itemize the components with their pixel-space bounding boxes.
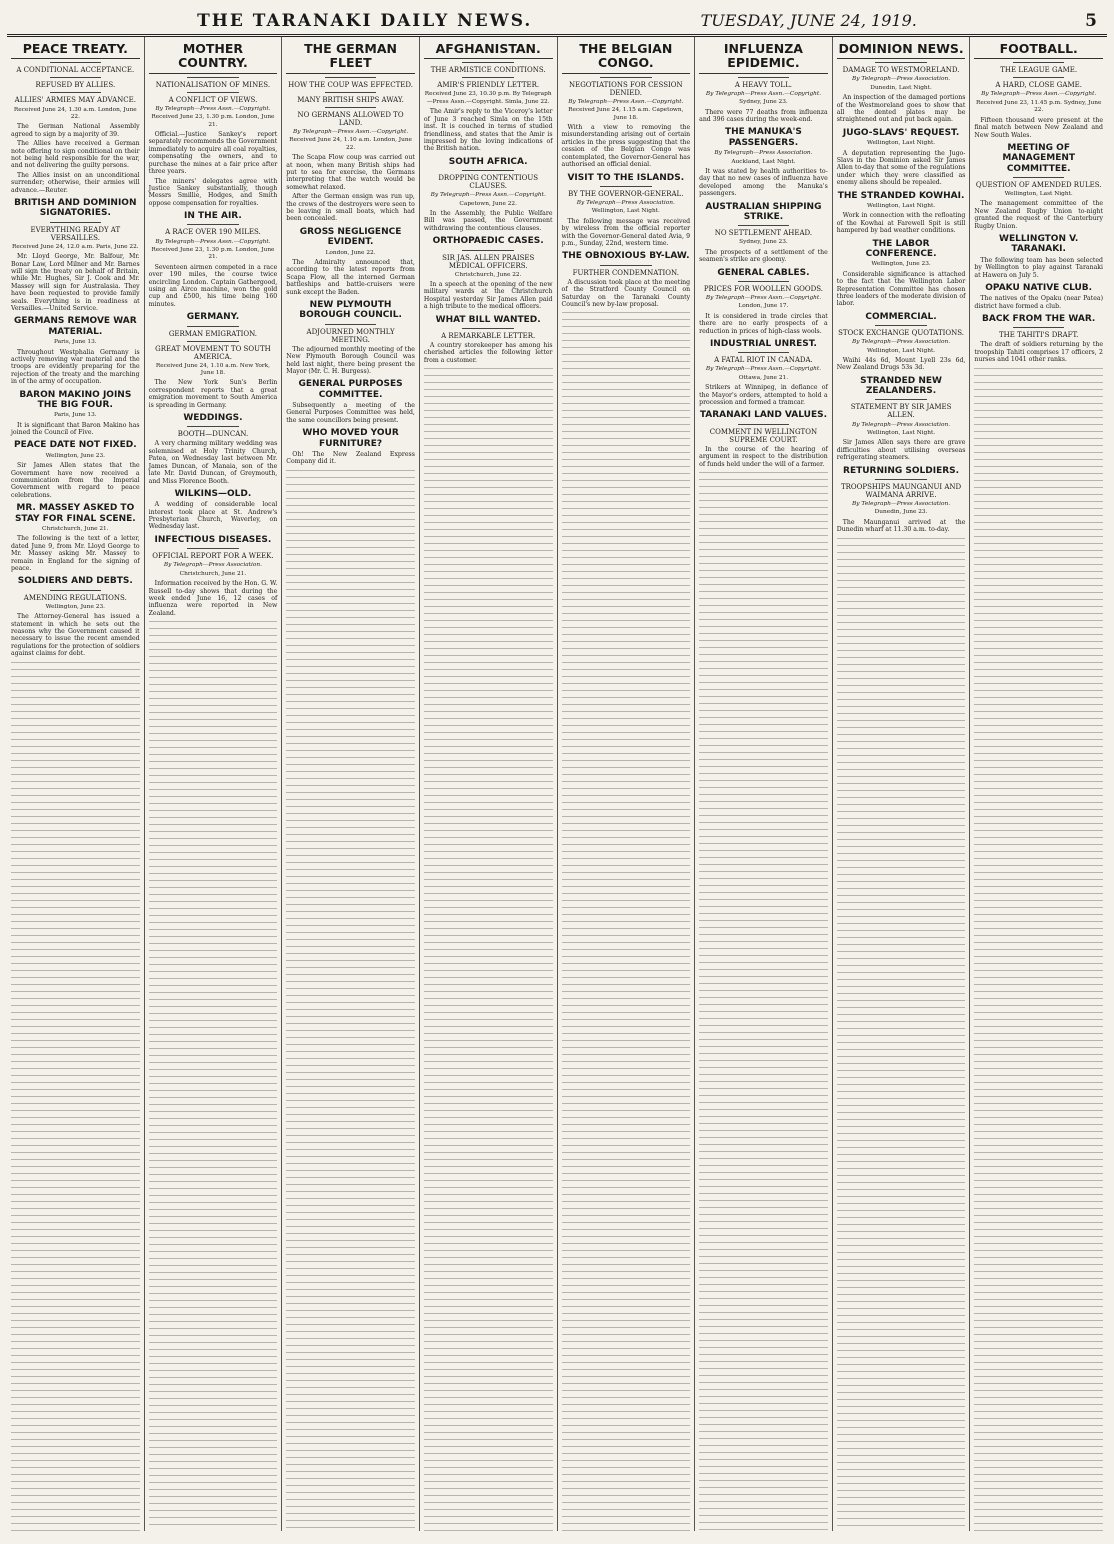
article-paragraph: A deputation representing the Jugo-Slavs in the Dominion asked Sir James Allen to-day that some of the regulations under which they were classified as enemy aliens should be repealed. <box>836 149 966 187</box>
article-dateline: Received June 24, 1.10 a.m. London, June 22. <box>289 137 412 151</box>
article-dateline: Christchurch, June 21. <box>179 570 247 577</box>
article-paragraph: Throughout Westphalia Germany is actively removing war material and the troops are evidently preparing for the rejection of the treaty and the marching in of the army of occupation. <box>11 348 140 386</box>
article-dateline: Received June 23, 1.30 p.m. London, June 21. <box>151 114 275 128</box>
article-dateline: Wellington, June 23. <box>871 261 931 268</box>
article-subheading: AMIR'S FRIENDLY LETTER. <box>437 81 540 90</box>
body-text-lines <box>424 368 553 1531</box>
article-subheading: A HEAVY TOLL. <box>734 80 792 89</box>
article <box>837 466 966 534</box>
article-subheading: BY THE GOVERNOR-GENERAL. <box>568 189 684 198</box>
article-headline: ORTHOPAEDIC CASES. <box>432 236 544 247</box>
newspaper-column <box>558 37 696 1531</box>
divider <box>187 548 238 549</box>
article-subheading: STOCK EXCHANGE QUOTATIONS. <box>838 329 965 338</box>
article-paragraph: The adjourned monthly meeting of the New Plymouth Borough Council was held last night, there being present the Mayor (Mr. C. H. Burgess). <box>286 345 415 375</box>
divider <box>462 170 513 171</box>
article-paragraph: Work in connection with the refloating of the Kowhai at Farewell Spit is still hampered by bad weather conditions. <box>836 212 966 235</box>
article-paragraph: It was stated by health authorities to-day that no new cases of influenza have developed among the Manuka's passengers. <box>699 167 828 198</box>
divider <box>325 77 376 78</box>
article-paragraph: Oh! The New Zealand Express Company did it. <box>286 450 415 466</box>
newspaper-column <box>970 37 1107 1531</box>
article-headline: SOLDIERS AND DEBTS. <box>17 576 133 587</box>
article <box>699 42 828 123</box>
divider <box>187 224 238 225</box>
article-dateline: Received June 24, 1.15 a.m. Capetown, June 18. <box>568 107 684 121</box>
article-dateline: Wellington, Last Night. <box>591 208 660 215</box>
article-subheading: COMMENT IN WELLINGTON SUPREME COURT. <box>709 427 818 444</box>
divider <box>875 62 926 63</box>
article-headline: GENERAL PURPOSES COMMITTEE. <box>298 379 403 400</box>
article-dateline: Received June 23, 10.30 p.m. By Telegraph—Press Assn.—Copyright. Simla, June 22. <box>424 91 552 105</box>
article-dateline: Christchurch, June 22. <box>454 271 522 278</box>
article-subheading: NEGOTIATIONS FOR CESSION DENIED. <box>568 80 683 97</box>
article-headline: RETURNING SOLDIERS. <box>843 465 960 476</box>
article-paragraph: An inspection of the damaged portions of the Westmoreland goes to show that all the dented plates may be straightened out and put back again. <box>836 94 966 124</box>
article-subheading: PRICES FOR WOOLLEN GOODS. <box>703 284 824 293</box>
article <box>11 198 140 312</box>
article-headline: WHAT BILL WANTED. <box>435 314 541 325</box>
article-dateline: Christchurch, June 21. <box>42 525 109 532</box>
divider <box>1013 177 1064 178</box>
article <box>699 339 828 406</box>
article-headline: VISIT TO THE ISLANDS. <box>567 172 685 183</box>
article-paragraph: The following message was received by wireless from the official reporter with the Governor-General dated Avia, 9 p.m., Sunday, 22nd, western time. <box>561 217 691 247</box>
article-subheading: FURTHER CONDEMNATION. <box>572 268 679 277</box>
article-headline: DOMINION NEWS. <box>837 42 966 59</box>
body-text-lines <box>149 621 278 1531</box>
article-headline: GERMANS REMOVE WAR MATERIAL. <box>13 316 137 337</box>
issue-date: TUESDAY, JUNE 24, 1919. <box>700 11 917 30</box>
article-subheading: NO GERMANS ALLOWED TO LAND. <box>297 110 404 127</box>
article-paragraph: The draft of soldiers returning by the troopship Tahiti comprises 17 officers, 2 nurses and 1041 other ranks. <box>974 341 1103 364</box>
article-headline: INFLUENZA EPIDEMIC. <box>699 42 828 74</box>
article-headline: BACK FROM THE WAR. <box>982 314 1096 325</box>
article-byline: By Telegraph—Press Assn.—Copyright. <box>430 192 546 199</box>
article-subheading: BOOTH—DUNCAN. <box>177 430 249 439</box>
article-paragraph: The Admiralty announced that, according to the latest reports from Scapa Flow, all the interned German battleships and battle-cruisers were sunk except the Baden. <box>286 258 415 296</box>
article <box>562 42 691 169</box>
article-subheading: THE ARMISTICE CONDITIONS. <box>430 66 546 75</box>
divider <box>1013 77 1064 78</box>
article-byline: By Telegraph—Press Association. <box>852 501 951 507</box>
article-dateline: Wellington, Last Night. <box>1004 190 1073 197</box>
divider <box>187 92 238 93</box>
article-byline: By Telegraph—Press Association. <box>852 421 951 428</box>
article-paragraph: The Allies insist on an unconditional surrender; otherwise, their armies will advance.—Reuter. <box>11 171 140 194</box>
divider <box>738 424 789 425</box>
article-dateline: Wellington, June 23. <box>45 452 106 459</box>
article-paragraph: A discussion took place at the meeting of the Stratford County Council on Saturday on the Taranaki County Council's new by-law proposal. <box>561 278 691 308</box>
columns <box>7 37 1107 1531</box>
article-dateline: Received June 24, 12.0 a.m. Paris, June 22. <box>12 243 139 250</box>
article-dateline: Received June 23, 1.30 p.m. London, June 21. <box>151 246 275 261</box>
article-paragraph: A wedding of considerable local interest took place at St. Andrew's Presbyterian Church, Waverley, on Wednesday last. <box>148 501 278 531</box>
article-paragraph: Seventeen airmen competed in a race over 190 miles, the course twice encircling London. Captain Gathergood, using an Airco machine, won the gold cup and £500, his time being 160 minutes. <box>148 263 278 308</box>
article-paragraph: The miners' delegates agree with Justice Sankey substantially, though Messrs Smillie, Hodges, and Smith oppose compensation for royalties. <box>148 177 278 207</box>
newspaper-column <box>7 37 145 1531</box>
article <box>149 42 278 207</box>
article-dateline: Auckland, Last Night. <box>731 158 796 165</box>
article <box>974 314 1103 364</box>
divider <box>738 77 789 78</box>
article-headline: TARANAKI LAND VALUES. <box>699 410 828 421</box>
article-dateline: Sydney, June 23. <box>739 239 788 246</box>
divider <box>187 426 238 427</box>
article-headline: THE MANUKA'S PASSENGERS. <box>724 127 802 148</box>
article-dateline: Wellington, Last Night. <box>866 202 936 209</box>
divider <box>50 62 101 63</box>
article-dateline: Paris, June 13. <box>53 339 97 346</box>
article <box>149 413 278 485</box>
article-subheading: QUESTION OF AMENDED RULES. <box>975 180 1102 189</box>
article-headline: OPAKU NATIVE CLUB. <box>985 282 1093 293</box>
article-byline: By Telegraph—Press Association. <box>576 199 675 206</box>
article-subheading: DAMAGE TO WESTMORELAND. <box>842 66 960 75</box>
article-subheading: THE LEAGUE GAME. <box>1000 66 1078 75</box>
article <box>149 312 278 409</box>
article <box>974 143 1103 230</box>
article <box>286 428 415 466</box>
article-paragraph: The Maunganui arrived at the Dunedin wharf at 11.30 a.m. to-day. <box>836 518 966 534</box>
article-paragraph: The German National Assembly agreed to sign by a majority of 39. <box>11 123 140 138</box>
article <box>974 234 1103 279</box>
article-subheading: A REMARKABLE LETTER. <box>441 332 536 340</box>
article-paragraph: Waihi 44s 6d, Mount Lyell 23s 6d, New Zealand Drugs 53s 3d. <box>836 356 966 372</box>
article <box>562 173 691 248</box>
article-dateline: Wellington, Last Night. <box>866 140 936 147</box>
article <box>149 489 278 531</box>
article <box>424 315 553 365</box>
article-paragraph: The Allies have received a German note offering to sign conditional on their not being held responsible for the war, and not delivering the guilty persons. <box>11 140 140 170</box>
article-dateline: Dunedin, Last Night. <box>870 84 932 91</box>
article-dateline: Sydney, June 23. <box>739 99 788 106</box>
article <box>837 128 966 187</box>
masthead <box>7 7 1107 37</box>
article-headline: MR. MASSEY ASKED TO STAY FOR FINAL SCENE. <box>14 503 136 524</box>
article-dateline: Received June 23, 11.45 p.m. Sydney, June 22. <box>975 99 1102 114</box>
article <box>11 316 140 385</box>
divider <box>187 77 238 78</box>
article-subheading: MANY BRITISH SHIPS AWAY. <box>297 95 404 104</box>
article-headline: BRITISH AND DOMINION SIGNATORIES. <box>14 197 137 219</box>
article-headline: THE BELGIAN CONGO. <box>562 42 691 74</box>
article-subheading: STATEMENT BY SIR JAMES ALLEN. <box>850 403 952 420</box>
article <box>837 42 966 124</box>
divider <box>187 326 238 327</box>
divider <box>875 325 926 326</box>
article <box>11 576 140 657</box>
article-headline: MEETING OF MANAGEMENT COMMITTEE. <box>1002 142 1076 174</box>
body-text-lines <box>286 470 415 1531</box>
article-paragraph: It is significant that Baron Makino has joined the Council of Five. <box>11 421 140 437</box>
article <box>699 202 828 264</box>
article-subheading: GREAT MOVEMENT TO SOUTH AMERICA. <box>155 344 271 361</box>
newspaper-column <box>282 37 420 1531</box>
article-subheading: EVERYTHING READY AT VERSAILLES. <box>30 225 121 242</box>
article-subheading: ALLIES' ARMIES MAY ADVANCE. <box>14 96 136 105</box>
newspaper-column <box>833 37 971 1531</box>
article-paragraph: It is considered in trade circles that there are no early prospects of a reduction in prices of high-class wools. <box>699 312 828 335</box>
article-subheading: TROOPSHIPS MAUNGANUI AND WAIMANA ARRIVE. <box>840 482 962 499</box>
divider <box>50 590 101 591</box>
article-paragraph: The following is the text of a letter, dated June 9, from Mr. Lloyd George to Mr. Massey asking Mr. Massey to remain in England for the signing of peace. <box>11 535 140 572</box>
article <box>837 191 966 235</box>
article <box>286 227 415 296</box>
article-subheading: GERMAN EMIGRATION. <box>168 329 258 338</box>
article-headline: THE STRANDED KOWHAI. <box>837 190 965 201</box>
article <box>562 251 691 308</box>
divider <box>600 186 651 187</box>
article-byline: By Telegraph—Press Assn.—Copyright. <box>705 294 822 301</box>
article-byline: By Telegraph—Press Association. <box>163 562 262 569</box>
article-headline: NEW PLYMOUTH BOROUGH COUNCIL. <box>299 299 402 321</box>
article-byline: By Telegraph—Press Association. <box>852 339 951 346</box>
article-headline: THE OBNOXIOUS BY-LAW. <box>562 251 690 262</box>
article <box>837 239 966 308</box>
article-headline: IN THE AIR. <box>184 211 242 222</box>
article-subheading: HOW THE COUP WAS EFFECTED. <box>288 80 413 89</box>
article-subheading: OFFICIAL REPORT FOR A WEEK. <box>152 552 274 561</box>
article-paragraph: The management committee of the New Zealand Rugby Union to-night granted the request of the Canterbury Rugby Union. <box>974 200 1103 230</box>
article-headline: THE LABOR CONFERENCE. <box>865 238 937 259</box>
article <box>699 410 828 468</box>
article-byline: By Telegraph—Press Assn.—Copyright. <box>981 91 1097 98</box>
body-text-lines <box>11 662 140 1531</box>
article-paragraph: There were 77 deaths from influenza and 396 cases during the week-end. <box>699 108 828 124</box>
divider <box>50 77 101 78</box>
article <box>286 300 415 375</box>
article <box>11 503 140 572</box>
divider <box>600 265 651 266</box>
article-dateline: Capetown, June 22. <box>459 200 517 207</box>
article-paragraph: Subsequently a meeting of the General Purposes Committee was held, the same councillors being present. <box>286 402 415 424</box>
article <box>149 535 278 617</box>
article-headline: JUGO-SLAVS' REQUEST. <box>842 127 960 138</box>
article <box>974 283 1103 310</box>
article-paragraph: With a view to removing the misunderstanding arising out of certain articles in the press suggesting that the cession of the Belgian Congo was contemplated, the Governor-General has authorised an official denial. <box>561 124 691 169</box>
body-text-lines <box>699 472 828 1531</box>
article-paragraph: Information received by the Hon. G. W. Russell to-day shows that during the week ended June 16, 12 cases of influenza were reported in New Zealand. <box>148 580 278 617</box>
article-subheading: A FATAL RIOT IN CANADA. <box>714 356 813 365</box>
divider <box>462 77 513 78</box>
article <box>11 42 140 194</box>
article-paragraph: The New York Sun's Berlin correspondent reports that a great emigration movement to South America is spreading in Germany. <box>148 379 278 409</box>
divider <box>462 328 513 329</box>
divider <box>738 281 789 282</box>
divider <box>1013 327 1064 328</box>
page-number: 5 <box>1085 11 1097 31</box>
newspaper-column <box>695 37 833 1531</box>
article <box>699 268 828 335</box>
article <box>286 42 415 223</box>
article-paragraph: The Scapa Flow coup was carried out at noon, when many British ships had put to sea for exercise, the Germans interpreting that the watch would be somewhat relaxed. <box>286 154 415 191</box>
newspaper-title: THE TARANAKI DAILY NEWS. <box>197 11 533 31</box>
divider <box>50 92 101 93</box>
article-headline: PEACE DATE NOT FIXED. <box>13 440 137 451</box>
article-subheading: A CONFLICT OF VIEWS. <box>168 95 258 104</box>
article-headline: WHO MOVED YOUR FURNITURE? <box>302 428 399 449</box>
body-text-lines <box>837 538 966 1531</box>
divider <box>187 341 238 342</box>
article <box>11 390 140 437</box>
article-dateline: Ottawa, June 21. <box>738 374 789 381</box>
article-headline: GENERAL CABLES. <box>717 267 810 278</box>
article <box>424 236 553 310</box>
article <box>11 440 140 499</box>
newspaper-column <box>145 37 283 1531</box>
newspaper-column <box>420 37 558 1531</box>
article-paragraph: The natives of the Opaku (near Patea) district have formed a club. <box>974 295 1103 310</box>
article-headline: AUSTRALIAN SHIPPING STRIKE. <box>705 201 822 222</box>
divider <box>325 324 376 325</box>
article-headline: INDUSTRIAL UNREST. <box>709 338 817 349</box>
article <box>286 379 415 424</box>
divider <box>325 107 376 108</box>
article-paragraph: A very charming military wedding was solemnised at Holy Trinity Church, Patea, on Wednesday last between Mr. James Duncan, of Manaia, son of the late Mr. David Duncan, of Greymouth, and Miss Florence Booth. <box>148 440 278 485</box>
article-subheading: REFUSED BY ALLIES. <box>35 81 116 90</box>
article-paragraph: Mr. Lloyd George, Mr. Balfour, Mr. Bonar Law, Lord Milner and Mr. Barnes will sign the treaty on behalf of Britain, while Mr. Hughes, Sir J. Cook and Mr. Massey will sign for Australasia. They have been requested to provide family seals. Everything is in readiness at Versailles.—United Service. <box>11 253 140 313</box>
article-headline: COMMERCIAL. <box>865 311 937 322</box>
article-headline: AFGHANISTAN. <box>424 42 553 59</box>
article-paragraph: In the Assembly, the Public Welfare Bill was passed, the Government withdrawing the contentious clauses. <box>423 209 553 232</box>
newspaper-page <box>7 7 1107 1530</box>
article <box>974 42 1103 139</box>
article-subheading: ADJOURNED MONTHLY MEETING. <box>306 327 395 344</box>
article-headline: WELLINGTON V. TARANAKI. <box>999 234 1079 255</box>
article-dateline: Dunedin, June 23. <box>874 509 928 516</box>
article-subheading: NATIONALISATION OF MINES. <box>155 80 271 89</box>
article-headline: WILKINS—OLD. <box>174 488 252 499</box>
divider <box>325 92 376 93</box>
divider <box>462 62 513 63</box>
article-headline: FOOTBALL. <box>974 42 1103 59</box>
article-byline: By Telegraph—Press Assn.—Copyright. <box>705 90 822 97</box>
article-byline: By Telegraph—Press Association. <box>714 150 813 157</box>
article-headline: PEACE TREATY. <box>11 42 140 59</box>
article-dateline: Paris, June 13. <box>53 412 97 419</box>
article-byline: By Telegraph—Press Assn.—Copyright. <box>568 98 684 105</box>
article-paragraph: In a speech at the opening of the new military wards at the Christchurch Hospital yesterday Sir James Allen paid a high tribute to the medical officers. <box>423 281 553 311</box>
article-paragraph: The Attorney-General has issued a statement in which he sets out the reasons why the Government caused it necessary to issue the recent amended regulations for the protection of soldiers against claims for debt. <box>11 613 140 658</box>
article-byline: By Telegraph—Press Assn.—Copyright. <box>155 105 271 112</box>
divider <box>1013 62 1064 63</box>
divider <box>738 352 789 353</box>
article-paragraph: The Amir's reply to the Viceroy's letter of June 3 reached Simla on the 15th inst. It is couched in terms of studied friendliness, and states that the Amir is impressed by the loving indications of the British nation. <box>423 108 553 153</box>
article-paragraph: Sir James Allen states that the Government have now received a communication from the Imperial Government with regard to peace celebrations. <box>11 462 140 499</box>
article-dateline: Wellington, June 23. <box>45 603 106 610</box>
article-paragraph: The following team has been selected by Wellington to play against Taranaki at Hawera on July 5. <box>974 256 1103 279</box>
article-subheading: A HARD, CLOSE GAME. <box>995 81 1082 90</box>
body-text-lines <box>562 312 691 1531</box>
article-paragraph: After the German ensign was run up, the crews of the destroyers were seen to be leaving in small boats, which had been concealed. <box>286 193 415 223</box>
article-subheading: NO SETTLEMENT AHEAD. <box>714 229 813 238</box>
article-headline: GERMANY. <box>186 312 240 323</box>
article-byline: By Telegraph—Press Assn.—Copyright. <box>292 128 409 135</box>
article-headline: INFECTIOUS DISEASES. <box>154 534 272 545</box>
article-subheading: THE TAHITI'S DRAFT. <box>999 331 1079 340</box>
divider <box>600 77 651 78</box>
article-headline: THE GERMAN FLEET <box>286 42 415 74</box>
article <box>837 376 966 462</box>
article-subheading: A CONDITIONAL ACCEPTANCE. <box>16 66 135 75</box>
article-paragraph: Sir James Allen says there are grave difficulties about utilising overseas refrigerating steamers. <box>836 439 966 462</box>
article-byline: By Telegraph—Press Assn.—Copyright. <box>155 238 271 245</box>
article-headline: STRANDED NEW ZEALANDERS. <box>860 375 942 397</box>
article-headline: GROSS NEGLIGENCE EVIDENT. <box>299 226 402 248</box>
divider <box>738 225 789 226</box>
divider <box>50 222 101 223</box>
article-dateline: London, June 17. <box>738 303 789 310</box>
article <box>699 127 828 197</box>
article-byline: By Telegraph—Press Association. <box>852 76 951 83</box>
divider <box>462 250 513 251</box>
article-subheading: AMENDING REGULATIONS. <box>23 593 127 602</box>
divider <box>875 479 926 480</box>
article-dateline: Wellington, Last Night. <box>866 429 936 436</box>
article-dateline: Received June 24, 1.10 a.m. New York, June 18. <box>155 362 271 377</box>
article-paragraph: A country storekeeper has among his cherished articles the following letter from a customer. <box>423 342 553 364</box>
article-headline: WEDDINGS. <box>183 413 243 424</box>
article-headline: BARON MAKINO JOINS THE BIG FOUR. <box>19 389 132 410</box>
article <box>424 157 553 232</box>
article <box>424 42 553 153</box>
article-subheading: A RACE OVER 190 MILES. <box>165 228 261 237</box>
article-paragraph: In the course of the hearing of argument in respect to the distribution of funds held under the will of a farmer. <box>699 445 828 468</box>
article-dateline: London, June 22. <box>325 249 376 256</box>
article-paragraph: Fifteen thousand were present at the final match between New Zealand and New South Wales. <box>974 116 1103 139</box>
article-paragraph: Official.—Justice Sankey's report separately recommends the Government immediately to acquire all coal royalties, compensating the owners, and to purchase the mines at a fair price after three years. <box>148 131 278 176</box>
article <box>837 312 966 372</box>
article-headline: MOTHER COUNTRY. <box>149 42 278 74</box>
article-paragraph: The prospects of a settlement of the seamen's strike are gloomy. <box>699 248 828 264</box>
article-dateline: Wellington, Last Night. <box>866 347 936 354</box>
article-subheading: DROPPING CONTENTIOUS CLAUSES. <box>438 174 539 191</box>
article-headline: SOUTH AFRICA. <box>448 156 528 167</box>
article-paragraph: Considerable significance is attached to the fact that the Wellington Labor Representation Committee has chosen three leaders of the moderate division of labor. <box>836 270 966 308</box>
article <box>149 211 278 308</box>
article-byline: By Telegraph—Press Assn.—Copyright. <box>705 366 822 373</box>
article-subheading: SIR JAS. ALLEN PRAISES MEDICAL OFFICERS. <box>442 253 535 270</box>
divider <box>875 399 926 400</box>
article-dateline: Received June 24, 1.30 a.m. London, June 22. <box>13 106 137 120</box>
body-text-lines <box>974 368 1103 1531</box>
article-paragraph: Strikers at Winnipeg, in defiance of the Mayor's orders, attempted to hold a procession and formed a tramcar. <box>699 384 828 406</box>
